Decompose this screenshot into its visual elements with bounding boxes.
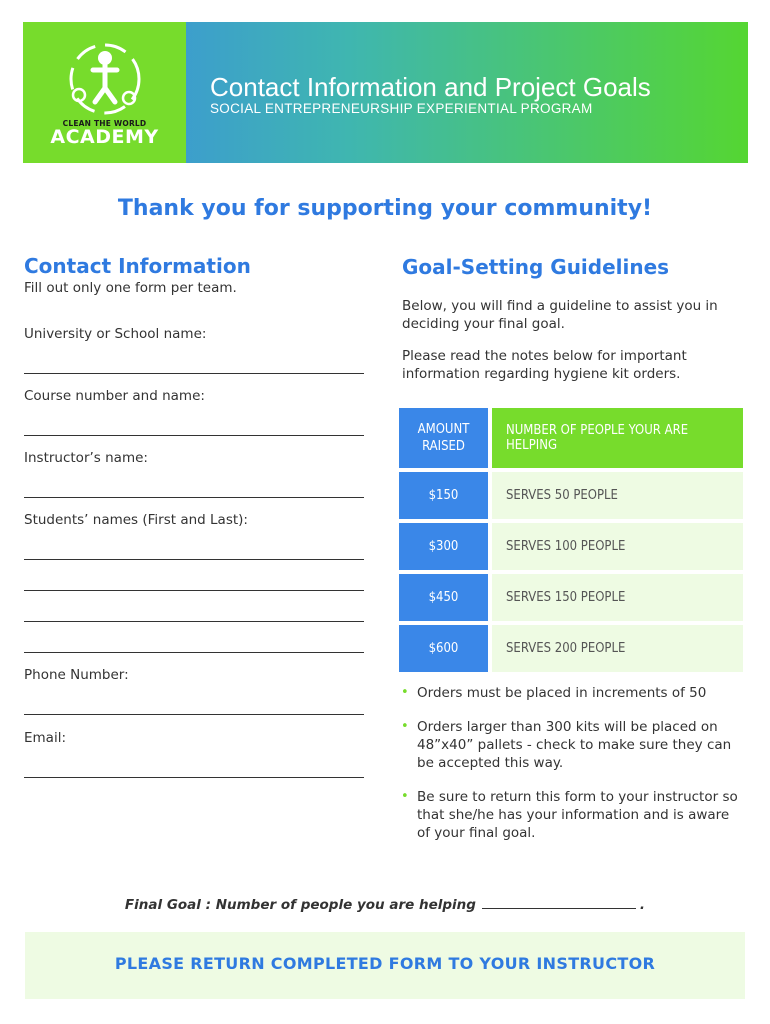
students-label: Students’ names (First and Last): bbox=[24, 512, 248, 528]
logo-big-text: ACADEMY bbox=[50, 126, 159, 148]
bullet-icon: • bbox=[401, 719, 409, 734]
bullet-icon: • bbox=[401, 789, 409, 804]
logo-small-text: CLEAN THE WORLD bbox=[62, 119, 147, 128]
contact-heading: Contact Information bbox=[24, 254, 251, 278]
note-text: Orders must be placed in increments of 50 bbox=[417, 685, 707, 701]
amount-cell: $600 bbox=[399, 625, 492, 672]
list-item bbox=[399, 718, 744, 772]
note-text: Orders larger than 300 kits will be placed on 48”x40” pallets - check to make sure they can be accepted this way. bbox=[417, 719, 732, 771]
table-row bbox=[399, 625, 743, 672]
goals-para-2: Please read the notes below for important information regarding hygiene kit orders. bbox=[402, 348, 687, 382]
course-label: Course number and name: bbox=[24, 388, 205, 404]
phone-field[interactable] bbox=[24, 714, 364, 715]
goals-table-header bbox=[399, 408, 743, 468]
student-field[interactable] bbox=[24, 621, 364, 622]
people-cell: SERVES 200 PEOPLE bbox=[492, 625, 743, 672]
bullet-icon: • bbox=[401, 685, 409, 700]
thanks-heading: Thank you for supporting your community! bbox=[117, 196, 653, 221]
email-label: Email: bbox=[24, 730, 67, 746]
footer-text: PLEASE RETURN COMPLETED FORM TO YOUR INSTRUCTOR bbox=[114, 954, 656, 973]
student-field[interactable] bbox=[24, 590, 364, 591]
goals-heading: Goal-Setting Guidelines bbox=[402, 255, 670, 279]
table-row bbox=[399, 472, 743, 519]
list-item bbox=[399, 788, 744, 842]
people-cell: SERVES 50 PEOPLE bbox=[492, 472, 743, 519]
page-title: Contact Information and Project Goals bbox=[210, 72, 651, 102]
people-cell: SERVES 150 PEOPLE bbox=[492, 574, 743, 621]
student-field[interactable] bbox=[24, 559, 364, 560]
note-text: Be sure to return this form to your instructor so that she/he has your information and is aware of your final goal. bbox=[417, 789, 738, 841]
phone-label: Phone Number: bbox=[24, 667, 129, 683]
amount-cell: $450 bbox=[399, 574, 492, 621]
notes-list bbox=[399, 684, 744, 858]
people-cell: SERVES 100 PEOPLE bbox=[492, 523, 743, 570]
school-field[interactable] bbox=[24, 373, 364, 374]
page-subtitle: SOCIAL ENTREPRENEURSHIP EXPERIENTIAL PROGRAM bbox=[210, 101, 593, 116]
contact-intro: Fill out only one form per team. bbox=[24, 280, 237, 296]
logo-emblem-icon bbox=[65, 40, 145, 118]
goals-para-1: Below, you will find a guideline to assist you in deciding your final goal. bbox=[402, 298, 718, 332]
final-goal-field[interactable] bbox=[482, 896, 636, 909]
instructor-field[interactable] bbox=[24, 497, 364, 498]
goals-table bbox=[399, 404, 743, 676]
col-amount-header: AMOUNT RAISED bbox=[399, 408, 492, 468]
email-field[interactable] bbox=[24, 777, 364, 778]
table-row bbox=[399, 574, 743, 621]
final-goal-end: . bbox=[639, 897, 646, 913]
final-goal bbox=[0, 896, 770, 913]
final-goal-label: Final Goal : Number of people you are helping bbox=[124, 897, 476, 913]
footer-banner bbox=[25, 932, 745, 999]
student-field[interactable] bbox=[24, 652, 364, 653]
list-item bbox=[399, 684, 744, 702]
header-banner bbox=[23, 22, 748, 163]
amount-cell: $300 bbox=[399, 523, 492, 570]
amount-cell: $150 bbox=[399, 472, 492, 519]
school-label: University or School name: bbox=[24, 326, 207, 342]
col-people-header: NUMBER OF PEOPLE YOUR ARE HELPING bbox=[492, 408, 743, 468]
table-row bbox=[399, 523, 743, 570]
instructor-label: Instructor’s name: bbox=[24, 450, 148, 466]
course-field[interactable] bbox=[24, 435, 364, 436]
logo bbox=[23, 22, 186, 163]
